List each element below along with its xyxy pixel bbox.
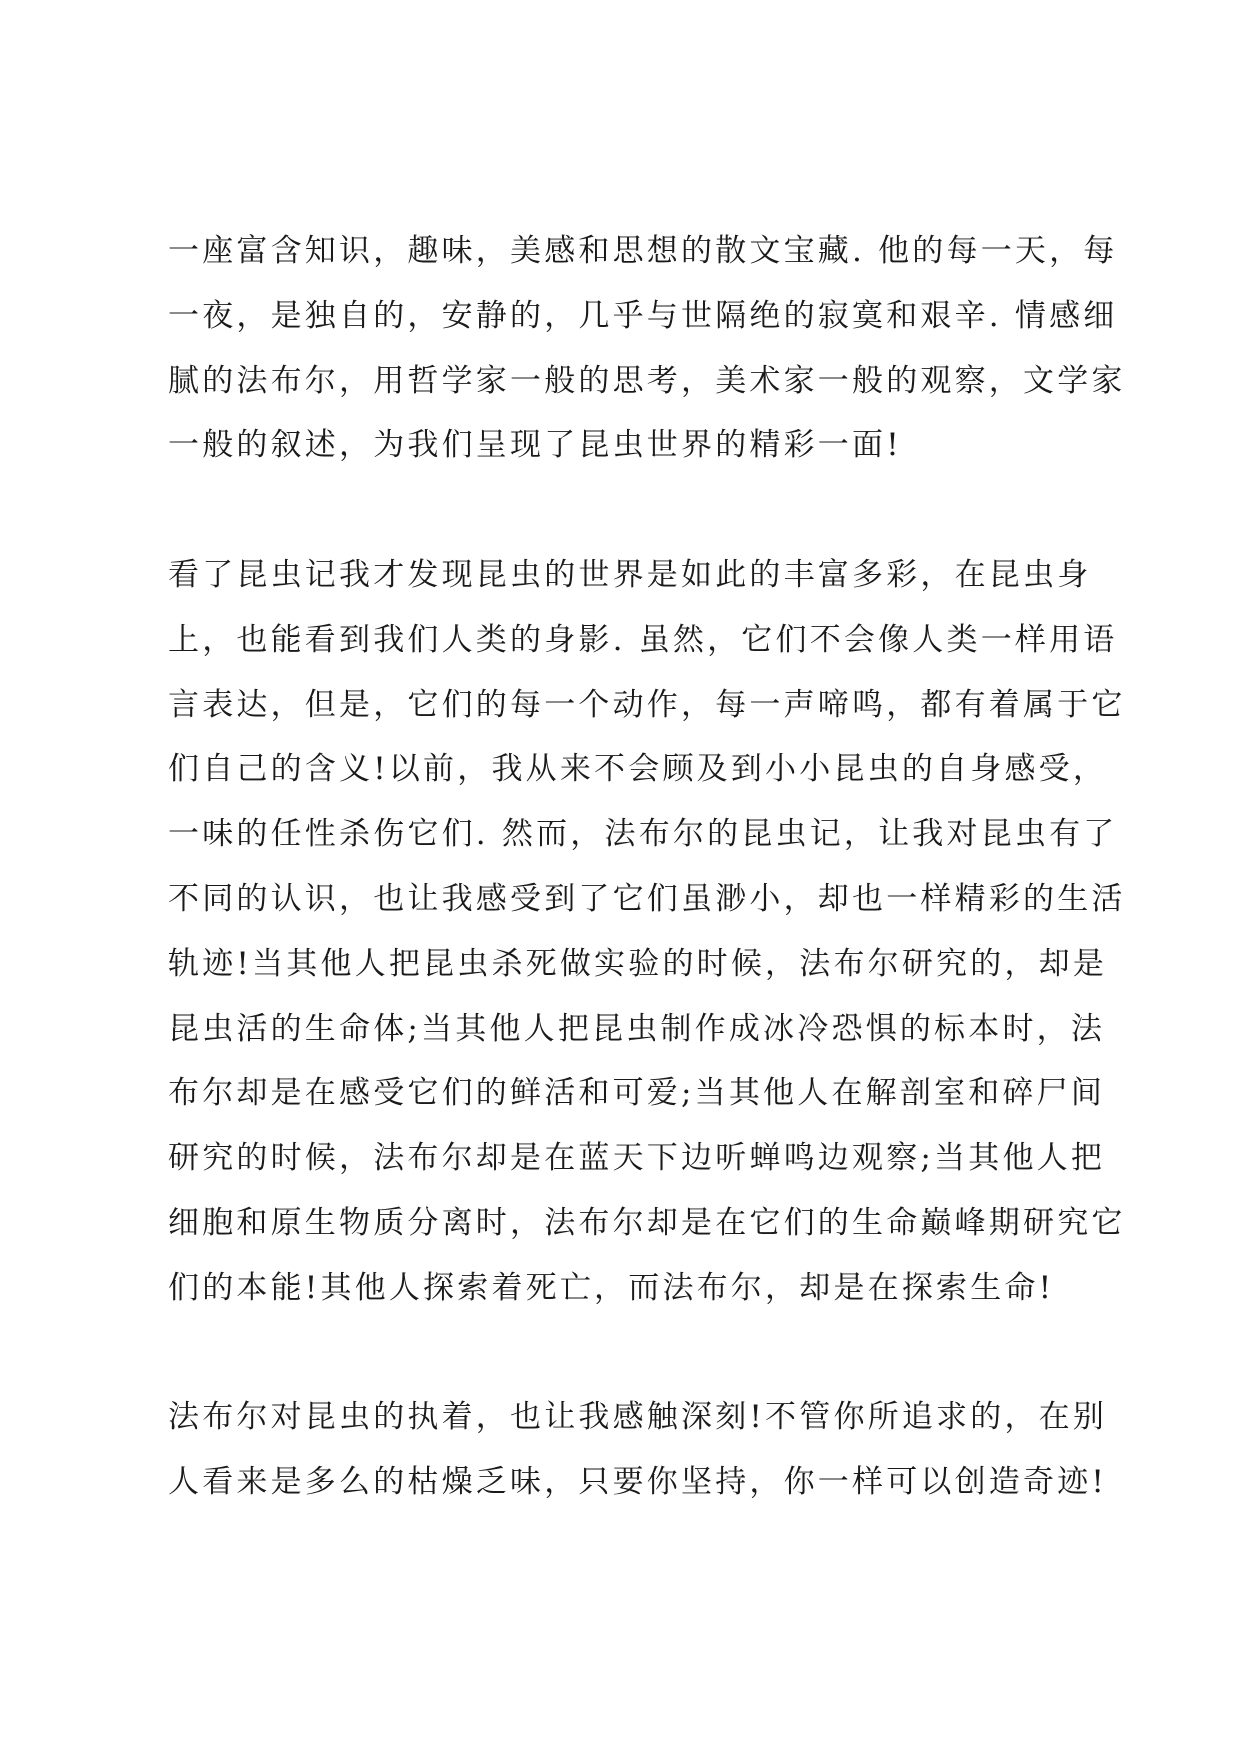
text-line: 细胞和原生物质分离时，法布尔却是在它们的生命巅峰期研究它: [168, 1204, 1126, 1241]
text-line: 上，也能看到我们人类的身影. 虽然，它们不会像人类一样用语: [168, 621, 1118, 658]
text-line: 看了昆虫记我才发现昆虫的世界是如此的丰富多彩，在昆虫身: [168, 556, 1092, 593]
text-line: 不同的认识，也让我感受到了它们虽渺小，却也一样精彩的生活: [168, 880, 1126, 917]
text-line: 人看来是多么的枯燥乏味，只要你坚持，你一样可以创造奇迹!: [168, 1464, 1108, 1501]
text-line: 昆虫活的生命体;当其他人把昆虫制作成冰冷恐惧的标本时，法: [168, 1010, 1106, 1047]
text-line: 一座富含知识，趣味，美感和思想的散文宝藏. 他的每一天，每: [168, 233, 1118, 269]
text-line: 腻的法布尔，用哲学家一般的思考，美术家一般的观察，文学家: [168, 362, 1126, 399]
paragraph-2: [168, 543, 1126, 1321]
text-line: 们自己的含义!以前，我从来不会顾及到小小昆虫的自身感受，: [168, 751, 1108, 788]
text-line: 轨迹!当其他人把昆虫杀死做实验的时候，法布尔研究的，却是: [168, 945, 1108, 982]
text-line: 布尔却是在感受它们的鲜活和可爱;当其他人在解剖室和碎尸间: [168, 1075, 1106, 1112]
text-line: 一般的叙述，为我们呈现了昆虫世界的精彩一面!: [168, 427, 902, 464]
paragraph-3: [168, 1385, 1108, 1515]
document-body: [168, 219, 1126, 1580]
text-line: 一夜，是独自的，安静的，几乎与世隔绝的寂寞和艰辛. 情感细: [168, 297, 1118, 334]
text-line: 一味的任性杀伤它们. 然而，法布尔的昆虫记，让我对昆虫有了: [168, 816, 1118, 853]
text-line: 研究的时候，法布尔却是在蓝天下边听蝉鸣边观察;当其他人把: [168, 1140, 1106, 1177]
text-line: 们的本能!其他人探索着死亡，而法布尔，却是在探索生命!: [168, 1269, 1055, 1306]
text-line: 法布尔对昆虫的执着，也让我感触深刻!不管你所追求的，在别: [168, 1399, 1108, 1436]
paragraph-1: [168, 219, 1126, 478]
text-line: 言表达，但是，它们的每一个动作，每一声啼鸣，都有着属于它: [168, 686, 1126, 723]
